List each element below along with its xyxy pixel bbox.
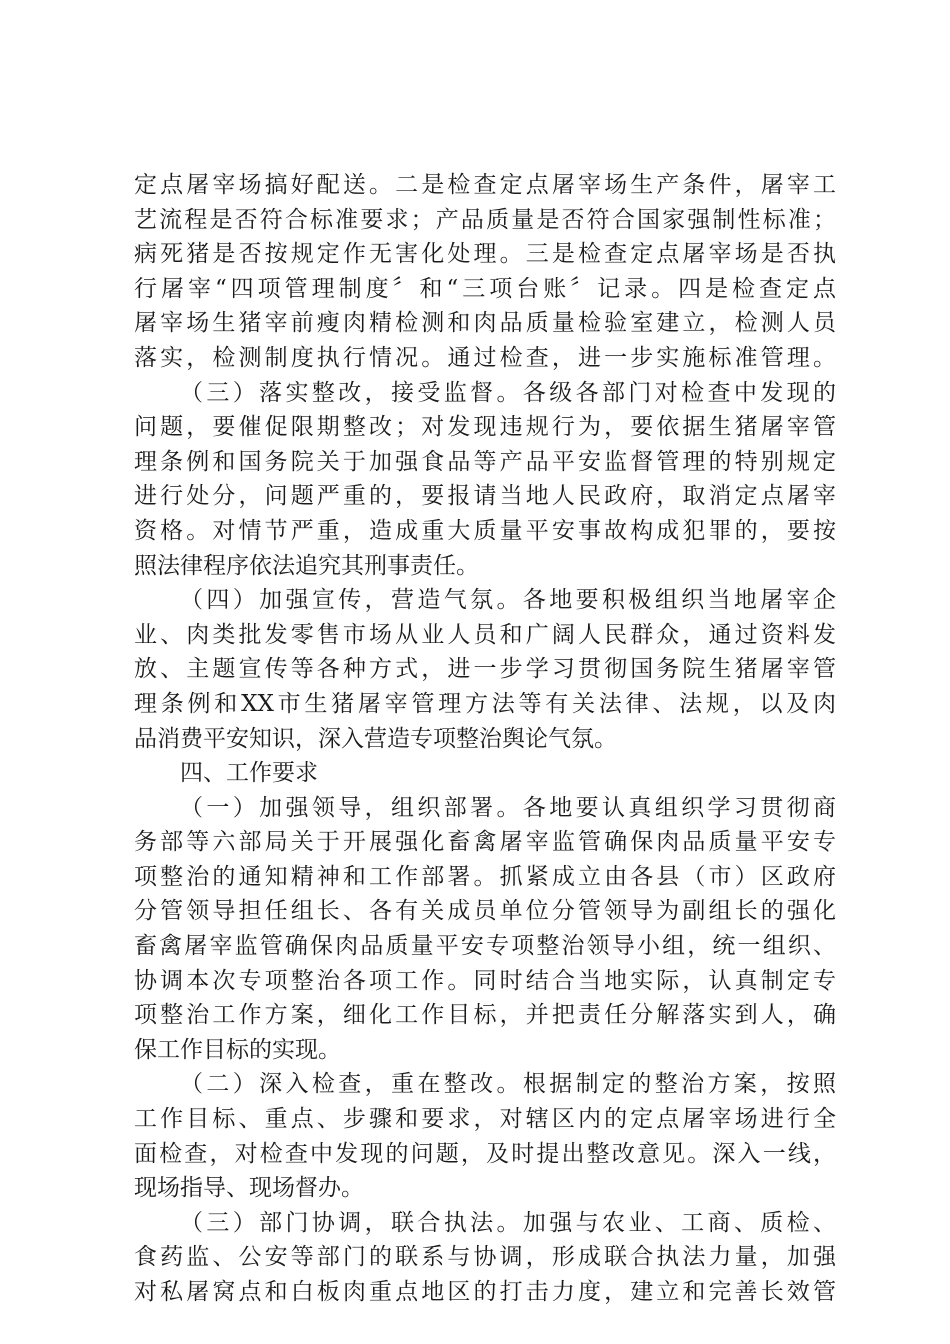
text-line: 病死猪是否按规定作无害化处理。三是检查定点屠宰场是否执 <box>134 241 836 268</box>
text-line: 分管领导担任组长、各有关成员单位分管领导为副组长的强化 <box>134 898 836 925</box>
text-line: 项整治的通知精神和工作部署。抓紧成立由各县（市）区政府 <box>134 863 836 890</box>
text-line: 品消费平安知识，深入营造专项整治舆论气氛。 <box>134 725 617 752</box>
text-line: 照法律程序依法追究其刑事责任。 <box>134 552 479 579</box>
text-line: 协调本次专项整治各项工作。同时结合当地实际，认真制定专 <box>134 967 836 994</box>
text-line: 落实，检测制度执行情况。通过检查，进一步实施标准管理。 <box>134 344 836 371</box>
text-line: 定点屠宰场搞好配送。二是检查定点屠宰场生产条件，屠宰工 <box>134 172 836 198</box>
text-line: 理条例和国务院关于加强食品等产品平安监督管理的特别规定 <box>134 448 836 475</box>
text-line: 保工作目标的实现。 <box>134 1036 341 1063</box>
text-line: 务部等六部局关于开展强化畜禽屠宰监管确保肉品质量平安专 <box>134 829 836 856</box>
document-body-text <box>134 168 836 1310</box>
text-line: 面检查，对检查中发现的问题，及时提出整改意见。深入一线， <box>134 1140 836 1167</box>
text-line: 食药监、公安等部门的联系与协调，形成联合执法力量，加强 <box>134 1244 836 1271</box>
text-line: （二）深入检查，重在整改。根据制定的整治方案，按照 <box>180 1071 836 1098</box>
text-line: 四、工作要求 <box>180 760 318 787</box>
text-line: 现场指导、现场督办。 <box>134 1175 364 1202</box>
text-line: 工作目标、重点、步骤和要求，对辖区内的定点屠宰场进行全 <box>134 1106 836 1133</box>
text-line: 畜禽屠宰监管确保肉品质量平安专项整治领导小组，统一组织、 <box>134 933 836 960</box>
text-line: 业、肉类批发零售市场从业人员和广阔人民群众，通过资料发 <box>134 621 836 648</box>
text-line: 资格。对情节严重，造成重大质量平安事故构成犯罪的，要按 <box>134 517 836 544</box>
text-line: （一）加强领导，组织部署。各地要认真组织学习贯彻商 <box>180 794 836 821</box>
text-line: 屠宰场生猪宰前瘦肉精检测和肉品质量检验室建立，检测人员 <box>134 310 836 337</box>
text-line: 问题，要催促限期整改；对发现违规行为，要依据生猪屠宰管 <box>134 414 836 441</box>
text-line: 行屠宰“四项管理制度〞和“三项台账〞记录。四是检查定点 <box>134 275 836 302</box>
text-line: （三）落实整改，接受监督。各级各部门对检查中发现的 <box>180 379 836 406</box>
text-line: （四）加强宣传，营造气氛。各地要积极组织当地屠宰企 <box>180 587 836 614</box>
text-line: 进行处分，问题严重的，要报请当地人民政府，取消定点屠宰 <box>134 483 836 510</box>
text-line: 对私屠窝点和白板肉重点地区的打击力度，建立和完善长效管 <box>134 1279 836 1305</box>
text-line: 项整治工作方案，细化工作目标，并把责任分解落实到人，确 <box>134 1002 836 1029</box>
text-line: 理条例和XX市生猪屠宰管理方法等有关法律、法规，以及肉 <box>134 690 836 717</box>
text-line: 放、主题宣传等各种方式，进一步学习贯彻国务院生猪屠宰管 <box>134 656 836 683</box>
text-line: （三）部门协调，联合执法。加强与农业、工商、质检、 <box>180 1209 836 1236</box>
text-line: 艺流程是否符合标准要求；产品质量是否符合国家强制性标准； <box>134 206 836 233</box>
